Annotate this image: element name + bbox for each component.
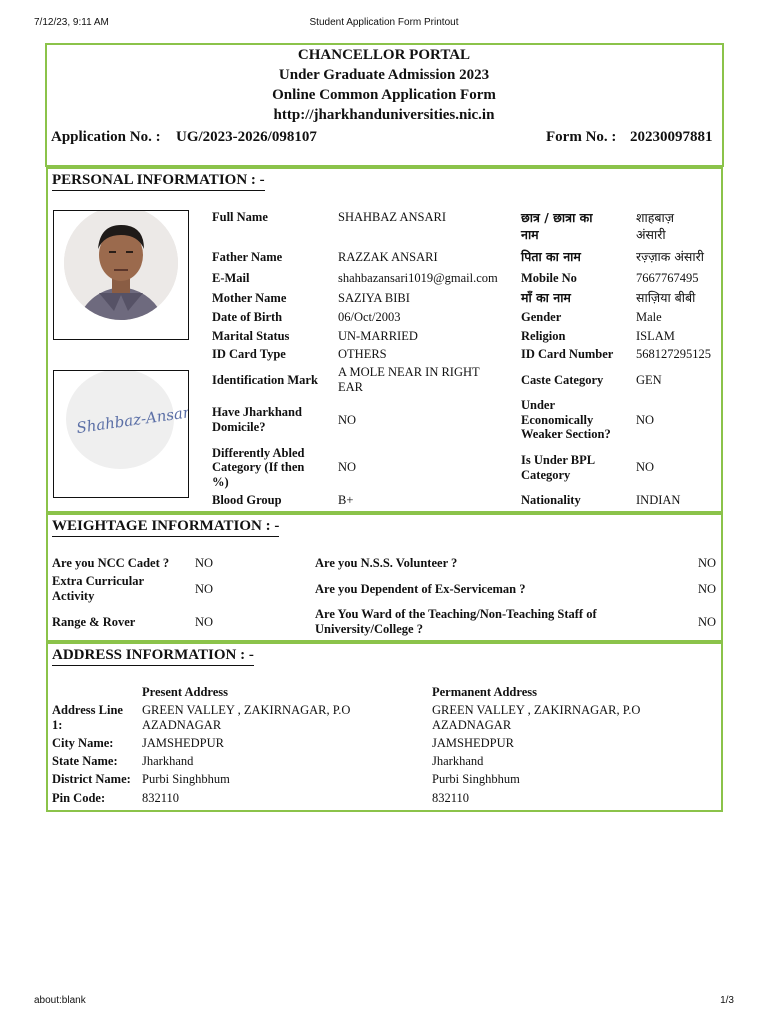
ews-label-2: Economically [521,413,594,427]
applicant-photo-frame [53,210,189,340]
pin-code-label: Pin Code: [52,791,106,805]
present-address-header: Present Address [142,685,228,699]
staff-ward-value: NO [698,615,717,629]
extra-curricular-value: NO [195,582,214,596]
applicant-signature [54,371,188,497]
staff-ward-label-2: University/College ? [315,622,423,636]
permanent-state-value: Jharkhand [432,754,484,768]
id-card-type-value: OTHERS [338,347,387,361]
email-value: shahbazansari1019@gmail.com [338,271,498,285]
staff-ward-label-1: Are You Ward of the Teaching/Non-Teaching Staff of [315,607,597,621]
hindi-name-value-1: शाहबाज़ [636,210,675,225]
permanent-address-line1-a: GREEN VALLEY , ZAKIRNAGAR, P.O [432,703,641,717]
caste-category-label: Caste Category [521,373,604,387]
mobile-label: Mobile No [521,271,577,285]
bpl-label-2: Category [521,468,571,482]
hindi-name-value-2: अंसारी [636,227,666,242]
range-rover-label: Range & Rover [52,615,136,629]
father-hindi-value: रज़्ज़ाक अंसारी [636,249,704,264]
hindi-name-label-1: छात्र / छात्रा का [521,210,593,225]
form-title: Online Common Application Form [272,87,496,103]
gender-value: Male [636,310,662,324]
full-name-label: Full Name [212,210,268,224]
identification-mark-value-1: A MOLE NEAR IN RIGHT [338,365,480,379]
print-url: about:blank [34,995,86,1006]
identification-mark-value-2: EAR [338,380,363,394]
religion-value: ISLAM [636,329,675,343]
portal-title: CHANCELLOR PORTAL [297,47,471,63]
religion-label: Religion [521,329,566,343]
city-label: City Name: [52,736,114,750]
permanent-address-header: Permanent Address [432,685,537,699]
ex-serviceman-label: Are you Dependent of Ex-Serviceman ? [315,582,526,596]
marital-status-label: Marital Status [212,329,290,343]
nationality-value: INDIAN [636,493,681,507]
address-section-title: ADDRESS INFORMATION : - [52,647,254,666]
permanent-city-value: JAMSHEDPUR [432,736,514,750]
form-no-label: Form No. : [546,129,617,145]
ncc-value: NO [195,556,214,570]
domicile-label-1: Have Jharkhand [212,405,302,419]
hindi-name-label-2: नाम [521,227,539,242]
print-page-number: 1/3 [720,995,734,1006]
applicant-photo [54,211,188,339]
extra-curricular-label-1: Extra Curricular [52,574,144,588]
nss-value: NO [698,556,717,570]
domicile-value: NO [338,413,357,427]
address-line1-label-2: 1: [52,718,63,732]
ex-serviceman-value: NO [698,582,717,596]
application-no-label: Application No. : [51,129,161,145]
admission-title: Under Graduate Admission 2023 [278,67,490,83]
differently-abled-label-1: Differently Abled [212,446,305,460]
applicant-signature-frame [53,370,189,498]
weightage-section-title: WEIGHTAGE INFORMATION : - [52,518,279,537]
blood-group-label: Blood Group [212,493,282,507]
print-datetime: 7/12/23, 9:11 AM [34,17,109,28]
permanent-pin-value: 832110 [432,791,470,805]
bpl-value: NO [636,460,655,474]
present-city-value: JAMSHEDPUR [142,736,224,750]
mobile-value: 7667767495 [636,271,699,285]
ncc-label: Are you NCC Cadet ? [52,556,170,570]
caste-category-value: GEN [636,373,662,387]
marital-status-value: UN-MARRIED [338,329,418,343]
domicile-label-2: Domicile? [212,420,266,434]
father-name-label: Father Name [212,250,283,264]
ews-label-1: Under [521,398,556,412]
nss-label: Are you N.S.S. Volunteer ? [315,556,458,570]
present-address-line1-b: AZADNAGAR [142,718,222,732]
range-rover-value: NO [195,615,214,629]
form-no-value: 20230097881 [630,129,713,145]
id-card-type-label: ID Card Type [212,347,286,361]
address-line1-label-1: Address Line [52,703,123,717]
mother-hindi-value: साज़िया बीबी [636,290,696,305]
mother-name-label: Mother Name [212,291,287,305]
present-state-value: Jharkhand [142,754,194,768]
application-no-value: UG/2023-2026/098107 [176,129,317,145]
print-page-title: Student Application Form Printout [309,17,459,28]
signature-text: Shahbaz-Ansari [75,402,188,438]
permanent-address-line1-b: AZADNAGAR [432,718,512,732]
id-card-number-value: 568127295125 [636,347,711,361]
district-label: District Name: [52,772,131,786]
blood-group-value: B+ [338,493,354,507]
id-card-number-label: ID Card Number [521,347,614,361]
gender-label: Gender [521,310,562,324]
bpl-label-1: Is Under BPL [521,453,596,467]
personal-section-title: PERSONAL INFORMATION : - [52,172,265,191]
father-hindi-label: पिता का नाम [521,249,581,264]
state-label: State Name: [52,754,118,768]
present-pin-value: 832110 [142,791,180,805]
differently-abled-label-2: Category (If then [212,460,305,474]
nationality-label: Nationality [521,493,581,507]
mother-name-value: SAZIYA BIBI [338,291,410,305]
permanent-district-value: Purbi Singhbhum [432,772,520,786]
differently-abled-value: NO [338,460,357,474]
identification-mark-label: Identification Mark [212,373,318,387]
full-name-value: SHAHBAZ ANSARI [338,210,447,224]
present-district-value: Purbi Singhbhum [142,772,230,786]
present-address-line1-a: GREEN VALLEY , ZAKIRNAGAR, P.O [142,703,351,717]
dob-value: 06/Oct/2003 [338,310,401,324]
extra-curricular-label-2: Activity [52,589,95,603]
portal-url: http://jharkhanduniversities.nic.in [273,107,495,123]
dob-label: Date of Birth [212,310,283,324]
differently-abled-label-3: %) [212,475,229,489]
ews-label-3: Weaker Section? [521,427,611,441]
father-name-value: RAZZAK ANSARI [338,250,438,264]
ews-value: NO [636,413,655,427]
email-label: E-Mail [212,271,250,285]
mother-hindi-label: माँ का नाम [521,290,571,305]
